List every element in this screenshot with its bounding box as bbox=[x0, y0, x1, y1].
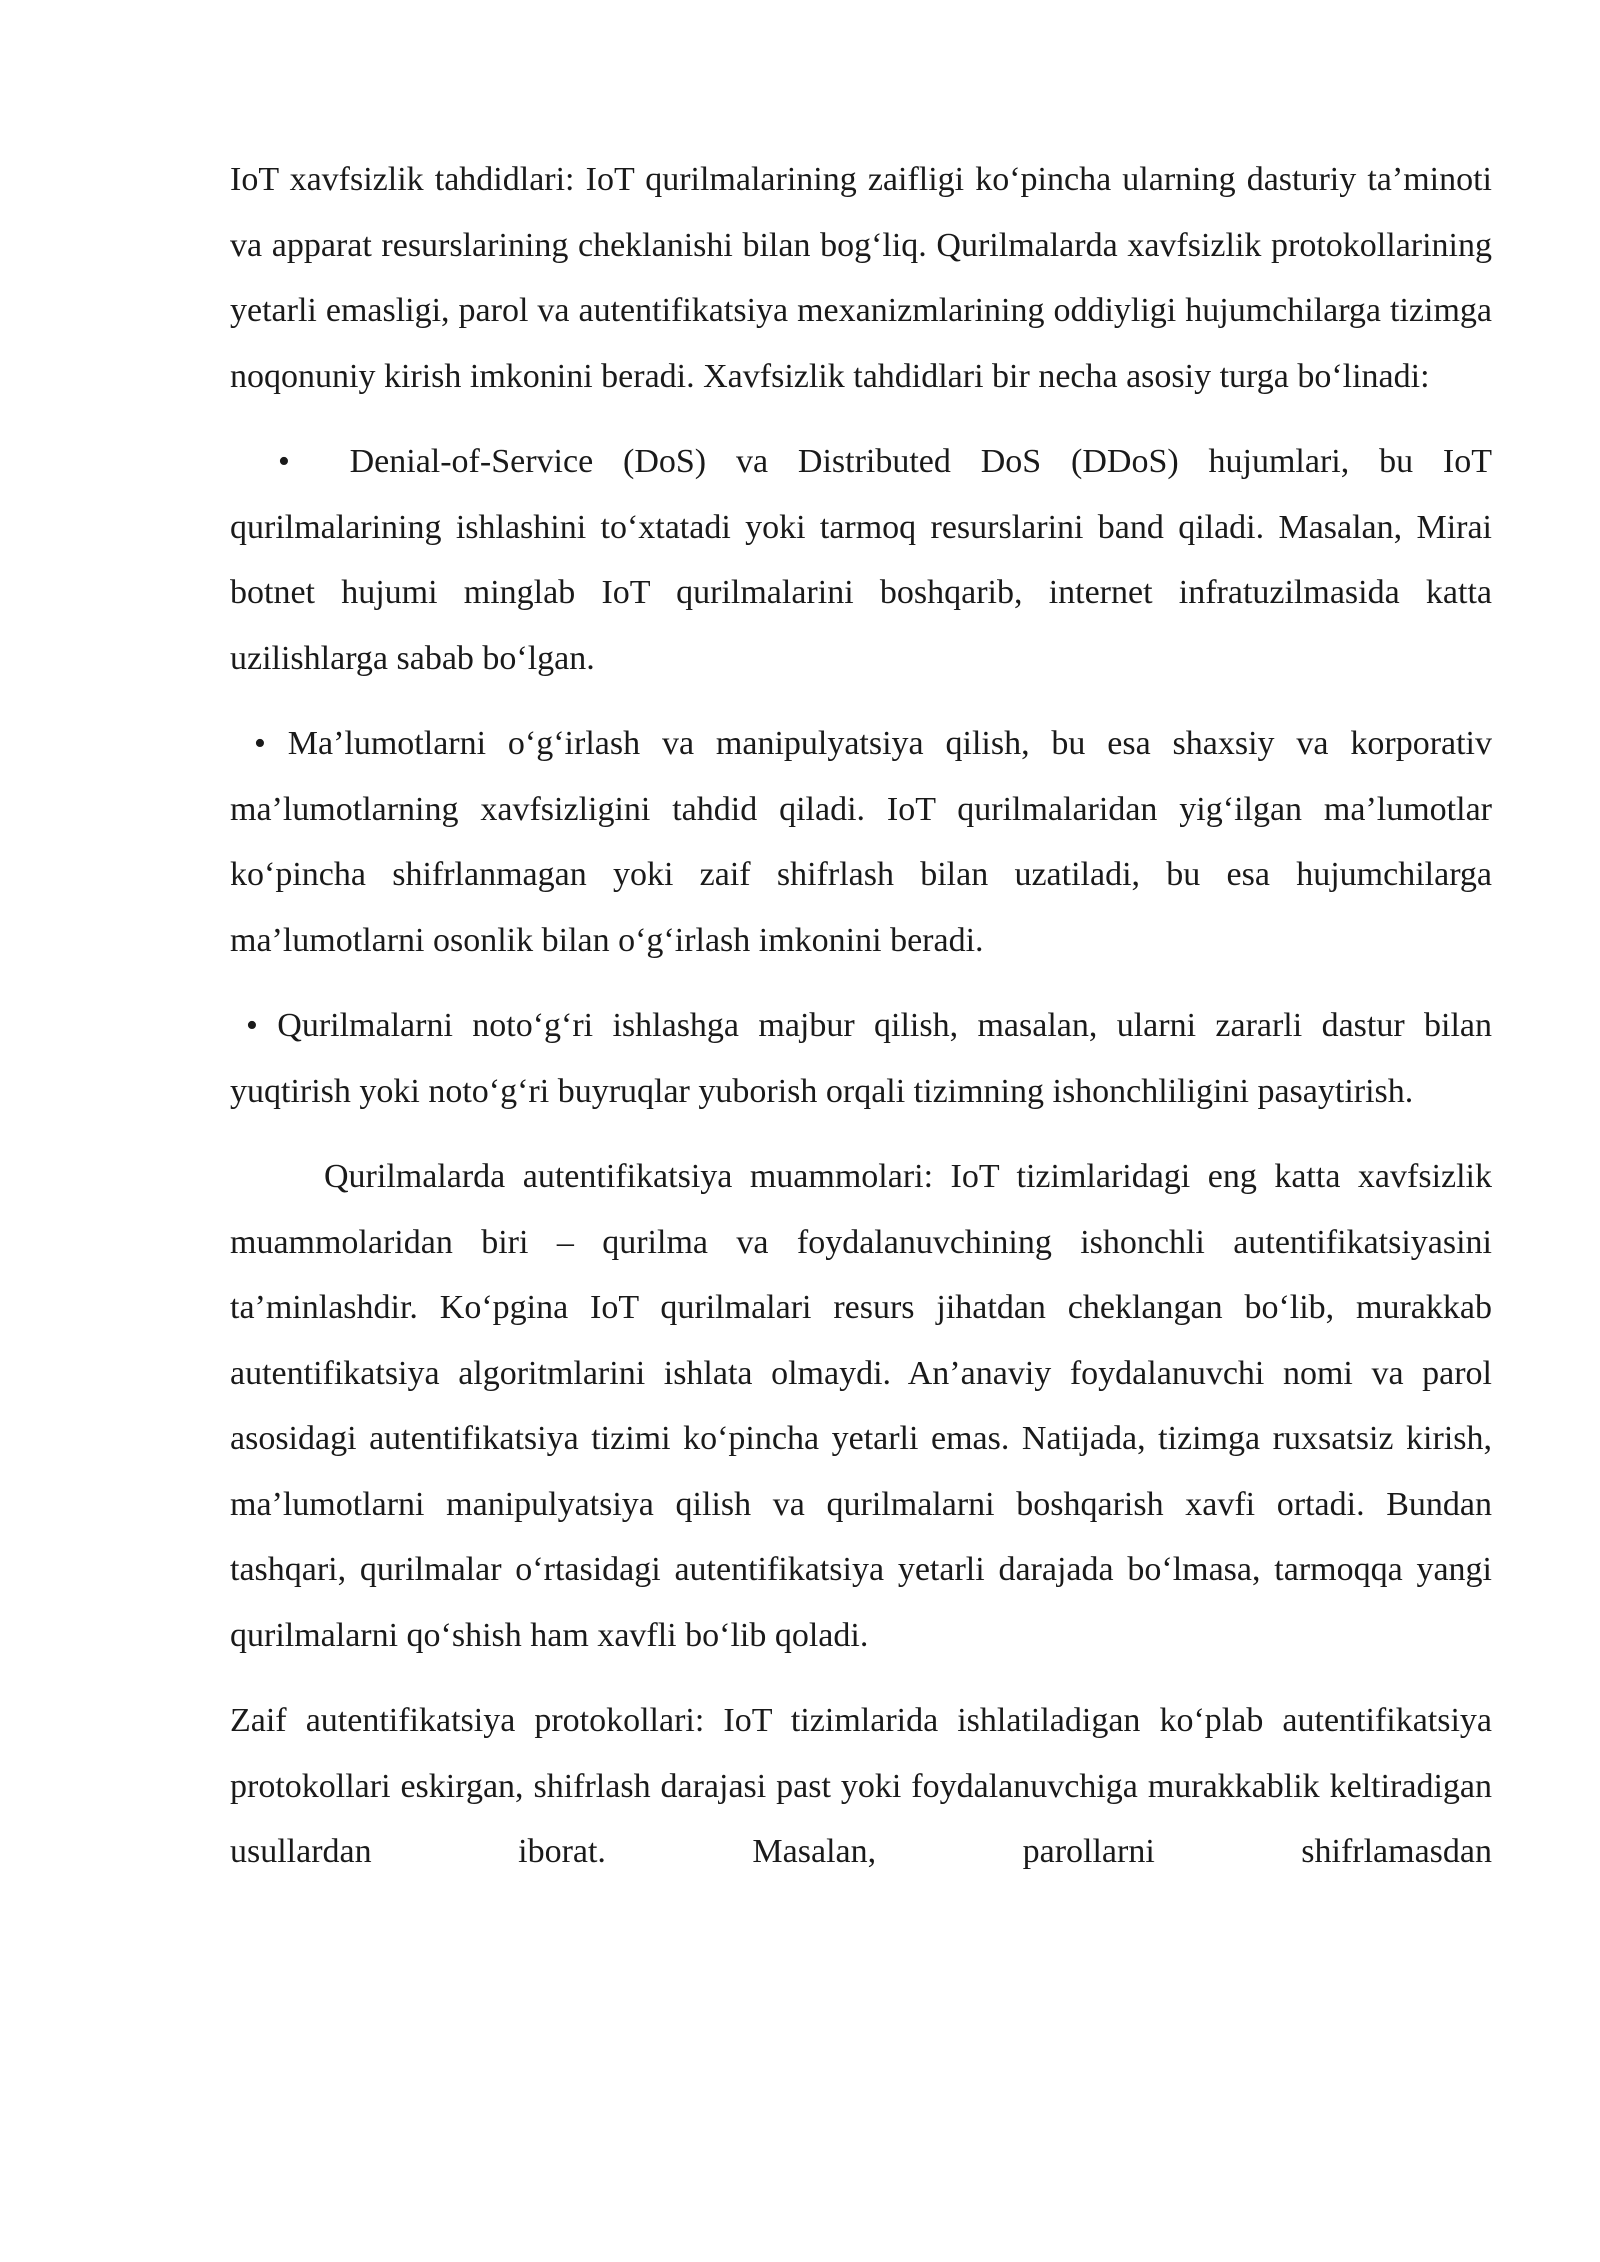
bullet-marker: • bbox=[246, 1007, 258, 1044]
list-item-text: Qurilmalarni noto‘g‘ri ishlashga majbur qilish, masalan, ularni zararli dastur bilan yuqtirish yoki noto‘g‘ri buyruqlar yuborish orqali tizimning ishonchliligini pasaytirish. bbox=[230, 1007, 1492, 1110]
list-item-dos bbox=[230, 429, 1492, 691]
list-item-malfunction bbox=[230, 993, 1492, 1124]
paragraph-iot-threats: IoT xavfsizlik tahdidlari: IoT qurilmalarining zaifligi ko‘pincha ularning dasturiy ta’minoti va apparat resurslarining cheklanishi bilan bog‘liq. Qurilmalarda xavfsizlik protokollarining yetarli emasligi, parol va autentifikatsiya mexanizmlarining oddiyligi hujumchilarga tizimga noqonuniy kirish imkonini beradi. Xavfsizlik tahdidlari bir necha asosiy turga bo‘linadi: bbox=[230, 161, 1492, 395]
list-item-text: Denial-of-Service (DoS) va Distributed DoS (DDoS) hujumlari, bu IoT qurilmalarining ishlashini to‘xtatadi yoki tarmoq resurslarini band qiladi. Masalan, Mirai botnet hujumi minglab IoT qurilmalarini boshqarib, internet infratuzilmasida katta uzilishlarga sabab bo‘lgan. bbox=[230, 443, 1493, 677]
paragraph-weak-protocols: Zaif autentifikatsiya protokollari: IoT tizimlarida ishlatiladigan ko‘plab autentifikatsiya protokollari eskirgan, shifrlash darajasi past yoki foydalanuvchiga murakkablik keltiradigan usullardan iborat. Masalan, parollarni shifrlamasdan bbox=[230, 1702, 1492, 1870]
bullet-marker: • bbox=[254, 725, 266, 762]
list-item-text: Ma’lumotlarni o‘g‘irlash va manipulyatsiya qilish, bu esa shaxsiy va korporativ ma’lumotlarning xavfsizligini tahdid qiladi. IoT qurilmalaridan yig‘ilgan ma’lumotlar ko‘pincha shifrlanmagan yoki zaif shifrlash bilan uzatiladi, bu esa hujumchilarga ma’lumotlarni osonlik bilan o‘g‘irlash imkonini beradi. bbox=[230, 725, 1492, 959]
paragraph-authentication-problems: Qurilmalarda autentifikatsiya muammolari: IoT tizimlaridagi eng katta xavfsizlik muammolaridan biri – qurilma va foydalanuvchining ishonchli autentifikatsiyasini ta’minlashdir. Ko‘pgina IoT qurilmalari resurs jihatdan cheklangan bo‘lib, murakkab autentifikatsiya algoritmlarini ishlata olmaydi. An’anaviy foydalanuvchi nomi va parol asosidagi autentifikatsiya tizimi ko‘pincha yetarli emas. Natijada, tizimga ruxsatsiz kirish, ma’lumotlarni manipulyatsiya qilish va qurilmalarni boshqarish xavfi ortadi. Bundan tashqari, qurilmalar o‘rtasidagi autentifikatsiya yetarli darajada bo‘lmasa, tarmoqqa yangi qurilmalarni qo‘shish ham xavfli bo‘lib qoladi. bbox=[230, 1158, 1492, 1654]
list-item-data-theft bbox=[230, 711, 1492, 973]
document-page bbox=[230, 147, 1492, 1885]
bullet-marker: • bbox=[278, 443, 290, 480]
